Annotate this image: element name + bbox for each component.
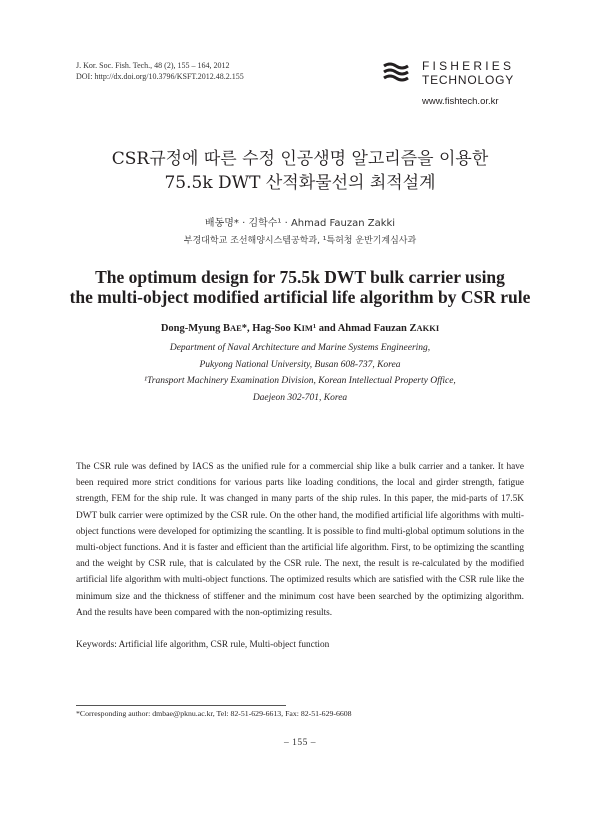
logo-fisheries: FISHERIES — [422, 59, 515, 73]
footnote-divider — [76, 705, 286, 706]
author3-given: Ahmad Fauzan — [337, 323, 410, 334]
english-authors — [0, 321, 600, 336]
author2-family-initial: K — [293, 323, 302, 334]
korean-affiliation: 부경대학교 조선해양시스템공학과, ¹특허청 운반기계심사과 — [183, 236, 417, 246]
journal-citation-block — [76, 60, 244, 82]
affiliation-line1: Department of Naval Architecture and Marine Systems Engineering, — [169, 343, 431, 353]
author2-mark: ¹ and — [312, 323, 338, 334]
abstract: The CSR rule was defined by IACS as the unified rule for a commercial ship like a bulk carrier and a tanker. It have been required more strict conditions for various parts like loading conditions, the local and girder strength, fatigue strength, FEM for the ship rule. It was changed in many parts of the ship rules. In this paper, the mid-parts of 17.5K DWT bulk carrier were optimized by the CSR rule. On the other hand, the modified artificial life algorithms with multi-object functions were developed for optimizing the scantling. It is possible to find multi-global optimum solutions in the multi-object functions. And it is faster and efficient than the artificial life algorithm. First, to be optimizing the scantling and the weight by CSR rule, that is calculated by the CSR rule. The next, the result is re-calculated by the modified artificial life algorithm with multi-object functions. The optimized results which are satisfied with the CSR rule like the minimum size and the thickness of stiffener and the minimum cost have been searched by the optimizing algorithm. And the results have been compared with the non-optimizing results. — [76, 462, 524, 618]
english-title-line2: the multi-object modified artificial life algorithm by CSR rule — [69, 287, 531, 307]
journal-logo — [382, 56, 532, 106]
english-affiliations — [0, 340, 600, 406]
author1-family-initial: B — [222, 323, 230, 334]
affiliation-line4: Daejeon 302-701, Korea — [252, 392, 348, 403]
author2-family-rest: IM — [301, 323, 313, 333]
corresponding-author-footnote: *Corresponding author: dmbae@pknu.ac.kr, Tel: 82-51-629-6613, Fax: 82-51-629-6608 — [76, 709, 352, 718]
korean-title-line2: 75.5k DWT 산적화물선의 최적설계 — [164, 173, 436, 193]
english-title-line1: The optimum design for 75.5k DWT bulk carrier using — [95, 267, 505, 287]
journal-citation: J. Kor. Soc. Fish. Tech., 48 (2), 155 – 164, 2012 — [76, 61, 230, 70]
author2-given: Hag-Soo — [252, 323, 294, 334]
affiliation-line2: Pukyong National University, Busan 608-737, Korea — [199, 359, 401, 370]
keywords: Keywords: Artificial life algorithm, CSR rule, Multi-object function — [76, 640, 330, 650]
korean-title-line1: CSR규정에 따른 수정 인공생명 알고리즘을 이용한 — [111, 149, 489, 169]
page-number: – 155 – — [284, 738, 316, 748]
korean-authors: 배동명* · 김학수¹ · Ahmad Fauzan Zakki — [204, 218, 396, 229]
affiliation-line3: ¹Transport Machinery Examination Division, Korean Intellectual Property Office, — [144, 376, 456, 386]
english-title — [0, 267, 600, 307]
doi: DOI: http://dx.doi.org/10.3796/KSFT.2012.48.2.155 — [76, 72, 244, 81]
author1-mark: *, — [241, 323, 253, 334]
korean-title — [0, 147, 600, 195]
logo-technology: TECHNOLOGY — [422, 73, 515, 87]
author3-family-rest: AKKI — [416, 323, 440, 333]
author1-given: Dong-Myung — [160, 323, 223, 334]
journal-url: www.fishtech.or.kr — [422, 96, 499, 107]
author1-family-rest: AE — [229, 323, 242, 333]
fish-waves-logo-icon — [382, 60, 410, 84]
author3-family-initial: Z — [409, 323, 417, 334]
